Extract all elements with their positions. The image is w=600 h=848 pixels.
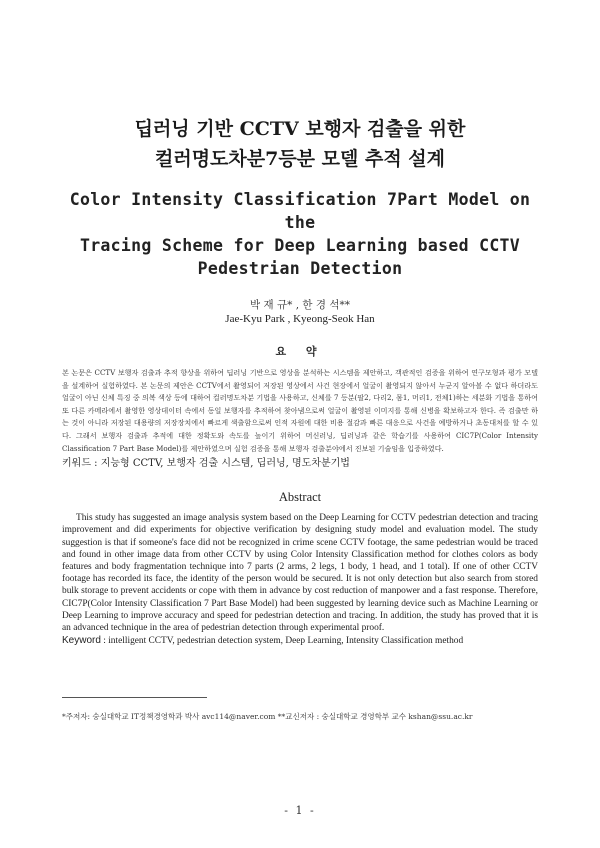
authors-korean: 박 재 규* , 한 경 석** [250,299,350,311]
page-number: - 1 - [284,804,316,817]
footnote-divider [62,697,207,698]
keywords-korean: 키워드 : 지능형 CCTV, 보행자 검출 시스템, 딥러닝, 명도차분기법 [62,458,350,470]
keywords-english-label: Keyword [62,635,101,647]
english-title [62,188,538,280]
abstract-korean-body: 본 논문은 CCTV 보행자 검출과 추적 향상을 위하여 딥러닝 기반으로 영상을 분석하는 시스템을 제안하고, 객관적인 검증을 위하여 연구모형과 평가 모델을 설계하여 실험하였다. 본 논문의 제안은 CCTV에서 촬영되어 저장된 영상에서 사건 현장에서 얼굴이 촬영되지 않아서 누군지 알아볼 수 없다 하더라도 얼굴이 아닌 신체 특징 중 의복 색상 등에 대하여 컬러명도차분 기법을 사용하고, 신체를 7 등분(팔2, 다리2, 몸1, 머리1, 전체1)하는 세분화 기법을 통하여 또 다른 카메라에서 촬영한 영상데이터 속에서 동일 보행자를 추적하여 찾아냄으로써 얼굴이 촬영된 이미지를 통해 신병을 확보하고자 한다. 즉 검출만 하는 것이 아니라 저장된 대용량의 저장장치에서 빠르게 색출함으로써 인적 자원에 대한 비용 절감과 빠른 대응으로 사건을 예방하거나 초동대처를 할 수 있다. 그래서 보행자 검출과 추적에 대한 정확도와 속도를 높이기 위하여 머신러닝, 딥러닝과 같은 학습기를 사용하여 CIC7P(Color Intensity Classification 7 Part Base Model)를 제안하였으며 실험 검증을 통해 보행자 검출분야에서 진보된 기술임을 입증하였다. [62,368,538,453]
korean-title-line-1: 딥러닝 기반 CCTV 보행자 검출을 위한 [134,118,466,140]
korean-title [62,0,538,174]
abstract-english-heading: Abstract [278,490,322,505]
keywords-english-list: : intelligent CCTV, pedestrian detection system, Deep Learning, Intensity Classification method [100,636,464,647]
abstract-korean-heading: 요 약 [275,345,325,358]
korean-title-line-2: 컬러명도차분7등분 모델 추적 설계 [154,148,446,170]
authors-english: Jae-Kyu Park , Kyeong-Seok Han [225,313,375,325]
english-title-line-2: Tracing Scheme for Deep Learning based CCTV [79,236,521,255]
author-footnote: *주저자: 숭실대학교 IT정책경영학과 박사 avc114@naver.com **교신저자 : 숭실대학교 경영학부 교수 kshan@ssu.ac.kr [62,712,473,721]
keywords-english [62,634,538,648]
english-title-line-3: Pedestrian Detection [197,259,403,278]
english-title-line-1: Color Intensity Classification 7Part Model on the [69,190,531,232]
abstract-english-body: This study has suggested an image analysis system based on the Deep Learning for CCTV pedestrian detection and tracing improvement and did experiments for objective verification by designing study model and evaluation model. The study suggestion is that if someone's face did not be recognized in crime scene CCTV footage, the same pedestrian would be traced and found in other image data from other CCTV by using Color Intensity Classification method for clothes colors as body features and body fragmentation technique into 7 parts (2 arms, 2 legs, 1 body, 1 head, and 1 total). If one of other CCTV footage has recorded its face, the identity of the person would be secured. It is not only detection but also search from stored bulk storage to prevent accidents or cope with them in advance by cost reduction of manpower and a fast response. Therefore, CIC7P(Color Intensity Classification 7 Part Base Model) had been suggested by learning device such as Machine Learning or Deep Learning to improve accuracy and speed for pedestrian detection and tracing. In addition, the study has proved that it is an advanced technique in the area of pedestrian detection through experimental proof. [62,513,538,633]
